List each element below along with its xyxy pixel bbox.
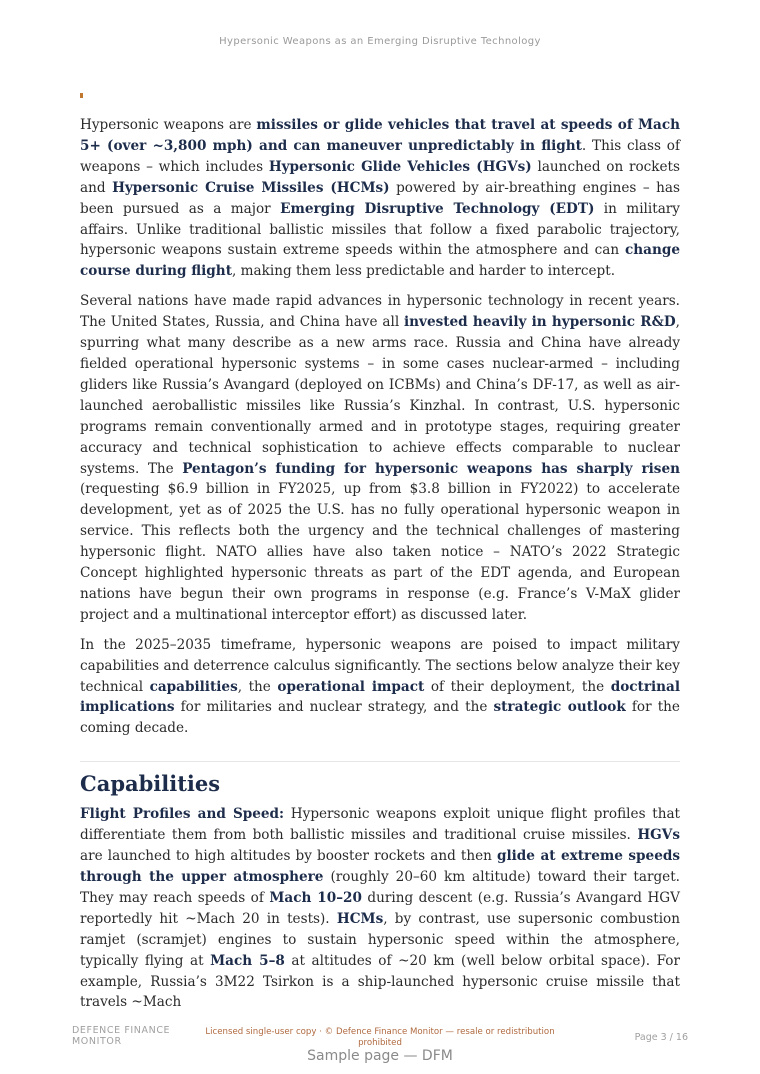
section-accent-mark bbox=[80, 93, 83, 98]
text-run: for militaries and nuclear strategy, and the bbox=[174, 699, 494, 716]
intro-paragraph-1 bbox=[80, 115, 680, 282]
text-run: powered by air-breathing engines – has been pursued as a major bbox=[80, 179, 680, 217]
capabilities-paragraph-1 bbox=[80, 804, 680, 1013]
text-run: Hypersonic weapons are bbox=[80, 117, 257, 133]
text-run: . This class of weapons – which includes bbox=[80, 137, 680, 175]
text-run: at altitudes of ~20 km (well below orbital space). For example, Russia’s 3M22 Tsirkon is a ship-launched hypersonic cruise missile that travels ~Mach bbox=[80, 952, 680, 1011]
bold-text: operational impact bbox=[277, 678, 425, 695]
bold-text: glide at extreme speeds through the upper atmosphere bbox=[80, 848, 681, 885]
bold-text: change course during flight bbox=[80, 242, 680, 280]
bold-text: doctrinal implications bbox=[80, 678, 680, 716]
bold-text: Emerging Disruptive Technology (EDT) bbox=[280, 200, 595, 217]
bold-text: Mach 5–8 bbox=[210, 952, 285, 969]
bold-text: missiles or glide vehicles that travel at speeds of Mach 5+ (over ~3,800 mph) and can maneuver unpredictably in flight bbox=[80, 117, 680, 154]
section-divider bbox=[80, 761, 680, 762]
footer-page-number: Page 3 / 16 bbox=[634, 1032, 688, 1043]
bold-text: Flight Profiles and Speed: bbox=[80, 806, 285, 823]
section-heading-capabilities: Capabilities bbox=[80, 771, 221, 797]
bold-text: HGVs bbox=[637, 827, 680, 844]
text-run: Several nations have made rapid advances in hypersonic technology in recent years. The United States, Russia, and China have all bbox=[80, 293, 680, 331]
text-run: in military affairs. Unlike traditional ballistic missiles that follow a fixed parabolic trajectory, hypersonic weapons sustain extreme speeds within the atmosphere and can bbox=[80, 200, 680, 259]
bold-text: Pentagon’s funding for hypersonic weapons has sharply risen bbox=[182, 460, 680, 477]
text-run: , by contrast, use supersonic combustion ramjet (scramjet) engines to sustain hypersonic speed within the atmosphere, typically flying at bbox=[80, 910, 680, 969]
footer-license-notice: Licensed single-user copy · © Defence Finance Monitor — resale or redistribution prohibited bbox=[205, 1027, 555, 1048]
text-run: launched on rockets and bbox=[80, 158, 680, 196]
footer-publisher: DEFENCE FINANCE MONITOR bbox=[72, 1025, 171, 1047]
bold-text: HCMs bbox=[336, 910, 384, 927]
text-run: , spurring what many describe as a new arms race. Russia and China have already fielded operational hypersonic systems – in some cases nuclear-armed – including gliders like Russia’s Avangard (deployed on ICBMs) and China’s DF-17, as well as air-launched aeroballistic missiles like Russia’s Kinzhal. In contrast, U.S. hypersonic programs remain conventionally armed and in prototype stages, requiring greater accuracy and technical sophistication to achieve effects comparable to nuclear systems. The bbox=[80, 314, 680, 477]
bold-text: Mach 10–20 bbox=[269, 889, 362, 906]
text-run: during descent (e.g. Russia’s Avangard HGV reportedly hit ~Mach 20 in tests). bbox=[80, 889, 680, 927]
text-run: (roughly 20–60 km altitude) toward their target. They may reach speeds of bbox=[80, 869, 680, 906]
text-run: for the coming decade. bbox=[80, 699, 680, 737]
sample-stamp: Sample page — DFM bbox=[307, 1048, 453, 1064]
text-run: of their deployment, the bbox=[424, 678, 611, 695]
text-run: , the bbox=[237, 678, 278, 695]
text-run: In the 2025–2035 timeframe, hypersonic weapons are poised to impact military capabilities and deterrence calculus significantly. The sections below analyze their key technical bbox=[80, 636, 680, 695]
bold-text: strategic outlook bbox=[493, 699, 626, 716]
text-run: Hypersonic weapons exploit unique flight profiles that differentiate them from both ballistic missiles and traditional cruise missiles. bbox=[80, 806, 681, 844]
text-run: are launched to high altitudes by booster rockets and then bbox=[80, 848, 497, 865]
bold-text: capabilities bbox=[149, 678, 238, 695]
intro-paragraph-3 bbox=[80, 635, 680, 740]
page-content bbox=[80, 115, 680, 1022]
bold-text: Hypersonic Glide Vehicles (HGVs) bbox=[268, 158, 532, 175]
text-run: (requesting $6.9 billion in FY2025, up from $3.8 billion in FY2022) to accelerate development, yet as of 2025 the U.S. has no fully operational hypersonic weapon in service. This reflects both the urgency and the technical challenges of mastering hypersonic flight. NATO allies have also taken notice – NATO’s 2022 Strategic Concept highlighted hypersonic threats as part of the EDT agenda, and European nations have begun their own programs in response (e.g. France’s V-MaX glider project and a multinational interceptor effort) as discussed later. bbox=[80, 481, 680, 623]
intro-paragraph-2 bbox=[80, 291, 680, 626]
text-run: , making them less predictable and harder to intercept. bbox=[231, 263, 616, 280]
running-header: Hypersonic Weapons as an Emerging Disruptive Technology bbox=[219, 36, 541, 47]
bold-text: invested heavily in hypersonic R&D bbox=[404, 314, 676, 331]
bold-text: Hypersonic Cruise Missiles (HCMs) bbox=[112, 179, 390, 196]
